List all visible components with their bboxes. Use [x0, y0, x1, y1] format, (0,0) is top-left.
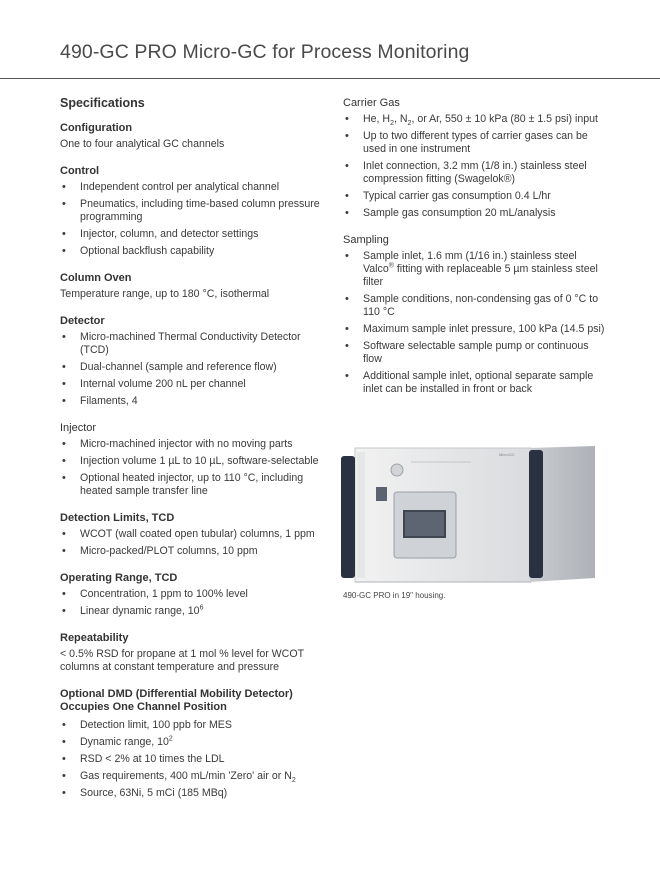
- subscript: 2: [390, 120, 394, 128]
- list-item: • Injection volume 1 µL to 10 µL, software-selectable: [60, 455, 322, 468]
- section-title: Operating Range, TCD: [60, 572, 178, 584]
- list-item: • RSD < 2% at 10 times the LDL: [60, 753, 322, 766]
- section-configuration: [60, 122, 322, 151]
- section-detector: [60, 315, 322, 408]
- item-text: Linear dynamic range, 10: [80, 605, 200, 617]
- section-operating-range: [60, 572, 322, 618]
- section-sampling: [343, 234, 605, 396]
- section-repeatability: [60, 632, 322, 674]
- list-item: • Dual-channel (sample and reference flow): [60, 361, 322, 374]
- list-item: • Optional backflush capability: [60, 245, 322, 258]
- section-title: Control: [60, 165, 100, 177]
- list-item: [60, 770, 322, 783]
- section-injector: [60, 422, 322, 498]
- gauge-dial: [391, 464, 403, 476]
- item-text: He, H: [363, 113, 391, 125]
- item-text: , or Ar, 550 ± 10 kPa (80 ± 1.5 psi) input: [411, 113, 598, 125]
- list-item: • Internal volume 200 nL per channel: [60, 378, 322, 391]
- section-title: Detection Limits, TCD: [60, 512, 175, 524]
- list-item: • Inlet connection, 3.2 mm (1/8 in.) stainless steel compression fitting (Swagelok®): [343, 160, 605, 186]
- photo-caption: 490-GC PRO in 19" housing.: [343, 591, 446, 600]
- section-control: [60, 165, 322, 258]
- section-title: Column Oven: [60, 272, 132, 284]
- instrument-photo: [341, 440, 598, 588]
- list-item: • Micro-packed/PLOT columns, 10 ppm: [60, 545, 322, 558]
- superscript: ®: [388, 262, 394, 270]
- item-text: fitting with replaceable 5 µm stainless steel filter: [363, 263, 598, 288]
- section-dmd: [60, 688, 322, 800]
- rack-handle-right: [529, 450, 543, 578]
- rack-ear: [357, 452, 365, 578]
- list-item: • Sample conditions, non-condensing gas of 0 °C to 110 °C: [343, 293, 605, 319]
- superscript: 2: [168, 735, 173, 743]
- title-divider: [0, 78, 660, 79]
- power-switch: [376, 487, 387, 501]
- section-title: Injector: [60, 422, 97, 434]
- list-item: • Micro-machined injector with no moving parts: [60, 438, 322, 451]
- section-title: Optional DMD (Differential Mobility Detector) Occupies One Channel Position: [60, 688, 293, 713]
- section-detection-limits: [60, 512, 322, 558]
- list-item: • Up to two different types of carrier gases can be used in one instrument: [343, 130, 605, 156]
- list-item: • Filaments, 4: [60, 395, 322, 408]
- right-column: [343, 97, 605, 410]
- list-item: [60, 605, 322, 618]
- rack-handle-left: [341, 456, 355, 578]
- list-item: • Source, 63Ni, 5 mCi (185 MBq): [60, 787, 322, 800]
- item-text: Gas requirements, 400 mL/min 'Zero' air or N: [80, 770, 292, 782]
- left-column: [60, 97, 322, 814]
- section-title: Carrier Gas: [343, 97, 400, 109]
- item-text: , N: [394, 113, 408, 125]
- list-item: • Injector, column, and detector settings: [60, 228, 322, 241]
- list-item: • Micro-machined Thermal Conductivity Detector (TCD): [60, 331, 322, 357]
- section-title: Sampling: [343, 234, 389, 246]
- list-item: • WCOT (wall coated open tubular) columns, 1 ppm: [60, 528, 322, 541]
- display-glare: [405, 512, 444, 536]
- list-item: • Detection limit, 100 ppb for MES: [60, 719, 322, 732]
- section-text: Temperature range, up to 180 °C, isothermal: [60, 288, 270, 300]
- subscript: 2: [407, 120, 412, 128]
- list-item: • Additional sample inlet, optional separate sample inlet can be installed in front or back: [343, 370, 605, 396]
- list-item: [343, 250, 605, 289]
- section-text: < 0.5% RSD for propane at 1 mol % level for WCOT columns at constant temperature and pressure: [60, 648, 304, 673]
- list-item: • Maximum sample inlet pressure, 100 kPa (14.5 psi): [343, 323, 605, 336]
- list-item: • Pneumatics, including time-based column pressure programming: [60, 198, 322, 224]
- section-column-oven: [60, 272, 322, 301]
- list-item: • Concentration, 1 ppm to 100% level: [60, 588, 322, 601]
- section-text: One to four analytical GC channels: [60, 138, 225, 150]
- section-title: Configuration: [60, 122, 133, 134]
- section-carrier-gas: [343, 97, 605, 220]
- section-title: Detector: [60, 315, 105, 327]
- list-item: • Independent control per analytical channel: [60, 181, 322, 194]
- list-item: • Optional heated injector, up to 110 °C, including heated sample transfer line: [60, 472, 322, 498]
- subscript: 2: [291, 777, 296, 785]
- specifications-heading: Specifications: [60, 96, 145, 110]
- list-item: • Software selectable sample pump or continuous flow: [343, 340, 605, 366]
- brand-label: MicroGC: [499, 452, 515, 457]
- list-item: [60, 736, 322, 749]
- superscript: 6: [199, 604, 204, 612]
- instrument-illustration: [341, 440, 598, 588]
- list-item: [343, 113, 605, 126]
- list-item: • Typical carrier gas consumption 0.4 L/hr: [343, 190, 605, 203]
- item-text: Dynamic range, 10: [80, 736, 169, 748]
- item-text: Sample inlet, 1.6 mm (1/16 in.) stainless steel Valco: [363, 250, 577, 275]
- section-title: Repeatability: [60, 632, 129, 644]
- list-item: • Sample gas consumption 20 mL/analysis: [343, 207, 605, 220]
- page-title: 490-GC PRO Micro-GC for Process Monitoring: [60, 41, 470, 63]
